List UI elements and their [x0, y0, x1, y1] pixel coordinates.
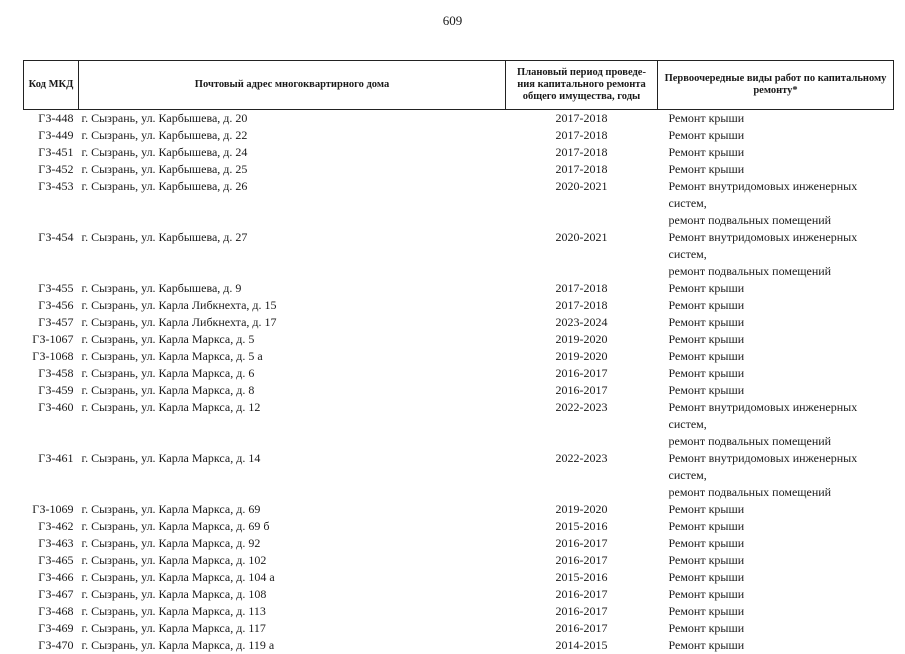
cell-code: ГЗ-455: [24, 280, 79, 297]
cell-period: 2020-2021: [506, 178, 658, 229]
cell-works: [658, 535, 894, 552]
cell-works: [658, 297, 894, 314]
cell-code: ГЗ-448: [24, 110, 79, 128]
cell-works: [658, 229, 894, 280]
cell-period: 2022-2023: [506, 399, 658, 450]
cell-period: 2016-2017: [506, 365, 658, 382]
cell-address: г. Сызрань, ул. Карбышева, д. 24: [79, 144, 506, 161]
cell-period: 2016-2017: [506, 586, 658, 603]
works-line: Ремонт крыши: [669, 110, 894, 127]
cell-code: ГЗ-451: [24, 144, 79, 161]
works-line: Ремонт крыши: [669, 297, 894, 314]
cell-address: г. Сызрань, ул. Карла Маркса, д. 108: [79, 586, 506, 603]
cell-address: г. Сызрань, ул. Карла Маркса, д. 119 а: [79, 637, 506, 654]
table-row: [24, 586, 894, 603]
table-row: [24, 450, 894, 501]
cell-address: г. Сызрань, ул. Карбышева, д. 22: [79, 127, 506, 144]
cell-period: 2016-2017: [506, 603, 658, 620]
cell-address: г. Сызрань, ул. Карбышева, д. 27: [79, 229, 506, 280]
works-line: ремонт подвальных помещений: [669, 212, 894, 229]
cell-works: [658, 127, 894, 144]
cell-address: г. Сызрань, ул. Карла Либкнехта, д. 17: [79, 314, 506, 331]
cell-works: [658, 450, 894, 501]
works-line: Ремонт крыши: [669, 127, 894, 144]
cell-address: г. Сызрань, ул. Карла Либкнехта, д. 15: [79, 297, 506, 314]
header-address: Почтовый адрес многоквартирного дома: [79, 61, 506, 110]
cell-period: 2020-2021: [506, 229, 658, 280]
cell-works: [658, 552, 894, 569]
works-line: Ремонт крыши: [669, 603, 894, 620]
cell-address: г. Сызрань, ул. Карбышева, д. 25: [79, 161, 506, 178]
works-line: Ремонт крыши: [669, 280, 894, 297]
cell-period: 2017-2018: [506, 110, 658, 128]
cell-code: ГЗ-467: [24, 586, 79, 603]
cell-period: 2016-2017: [506, 382, 658, 399]
cell-address: г. Сызрань, ул. Карла Маркса, д. 113: [79, 603, 506, 620]
works-line: Ремонт крыши: [669, 535, 894, 552]
works-line: ремонт подвальных помещений: [669, 433, 894, 450]
cell-code: ГЗ-468: [24, 603, 79, 620]
works-line: Ремонт крыши: [669, 348, 894, 365]
page-number: 609: [0, 13, 905, 29]
cell-code: ГЗ-463: [24, 535, 79, 552]
cell-works: [658, 110, 894, 128]
cell-period: 2023-2024: [506, 314, 658, 331]
table-row: [24, 603, 894, 620]
works-line: Ремонт крыши: [669, 161, 894, 178]
cell-period: 2017-2018: [506, 161, 658, 178]
cell-period: 2017-2018: [506, 280, 658, 297]
cell-code: ГЗ-458: [24, 365, 79, 382]
works-line: Ремонт крыши: [669, 314, 894, 331]
table-row: [24, 331, 894, 348]
works-line: Ремонт крыши: [669, 382, 894, 399]
cell-code: ГЗ-1069: [24, 501, 79, 518]
cell-works: [658, 399, 894, 450]
works-line: ремонт подвальных помещений: [669, 263, 894, 280]
works-line: Ремонт внутридомовых инженерных систем,: [669, 450, 894, 484]
cell-period: 2016-2017: [506, 552, 658, 569]
cell-works: [658, 603, 894, 620]
cell-works: [658, 178, 894, 229]
cell-works: [658, 586, 894, 603]
cell-works: [658, 365, 894, 382]
cell-code: ГЗ-465: [24, 552, 79, 569]
table-row: [24, 569, 894, 586]
capital-repair-table: [23, 60, 894, 654]
works-line: Ремонт крыши: [669, 569, 894, 586]
cell-works: [658, 501, 894, 518]
works-line: Ремонт внутридомовых инженерных систем,: [669, 178, 894, 212]
cell-works: [658, 569, 894, 586]
cell-works: [658, 161, 894, 178]
works-line: Ремонт крыши: [669, 331, 894, 348]
cell-period: 2015-2016: [506, 569, 658, 586]
works-line: Ремонт крыши: [669, 144, 894, 161]
cell-period: 2019-2020: [506, 501, 658, 518]
cell-works: [658, 620, 894, 637]
cell-code: ГЗ-449: [24, 127, 79, 144]
header-code: Код МКД: [24, 61, 79, 110]
cell-period: 2016-2017: [506, 620, 658, 637]
cell-address: г. Сызрань, ул. Карла Маркса, д. 12: [79, 399, 506, 450]
cell-period: 2017-2018: [506, 297, 658, 314]
cell-code: ГЗ-469: [24, 620, 79, 637]
cell-address: г. Сызрань, ул. Карла Маркса, д. 102: [79, 552, 506, 569]
works-line: Ремонт крыши: [669, 518, 894, 535]
table-row: [24, 144, 894, 161]
table-row: [24, 178, 894, 229]
header-period: Плановый период проведе-ния капитального ремонта общего имущества, годы: [506, 61, 658, 110]
cell-address: г. Сызрань, ул. Карла Маркса, д. 117: [79, 620, 506, 637]
works-line: Ремонт крыши: [669, 586, 894, 603]
cell-works: [658, 314, 894, 331]
header-works: Первоочередные виды работ по капитальному ремонту*: [658, 61, 894, 110]
table-row: [24, 297, 894, 314]
cell-code: ГЗ-459: [24, 382, 79, 399]
cell-code: ГЗ-454: [24, 229, 79, 280]
cell-address: г. Сызрань, ул. Карла Маркса, д. 92: [79, 535, 506, 552]
cell-period: 2016-2017: [506, 535, 658, 552]
cell-code: ГЗ-1067: [24, 331, 79, 348]
cell-code: ГЗ-461: [24, 450, 79, 501]
cell-works: [658, 382, 894, 399]
cell-code: ГЗ-460: [24, 399, 79, 450]
cell-address: г. Сызрань, ул. Карла Маркса, д. 8: [79, 382, 506, 399]
cell-address: г. Сызрань, ул. Карла Маркса, д. 69 б: [79, 518, 506, 535]
works-line: Ремонт крыши: [669, 637, 894, 654]
cell-period: 2019-2020: [506, 331, 658, 348]
cell-period: 2015-2016: [506, 518, 658, 535]
table-row: [24, 382, 894, 399]
cell-code: ГЗ-470: [24, 637, 79, 654]
cell-works: [658, 348, 894, 365]
table-row: [24, 280, 894, 297]
cell-address: г. Сызрань, ул. Карла Маркса, д. 14: [79, 450, 506, 501]
cell-code: ГЗ-456: [24, 297, 79, 314]
table-row: [24, 314, 894, 331]
cell-code: ГЗ-452: [24, 161, 79, 178]
cell-period: 2022-2023: [506, 450, 658, 501]
cell-address: г. Сызрань, ул. Карла Маркса, д. 5: [79, 331, 506, 348]
cell-code: ГЗ-453: [24, 178, 79, 229]
table-row: [24, 365, 894, 382]
works-line: Ремонт внутридомовых инженерных систем,: [669, 229, 894, 263]
cell-period: 2019-2020: [506, 348, 658, 365]
cell-period: 2017-2018: [506, 127, 658, 144]
table-row: [24, 552, 894, 569]
table-row: [24, 127, 894, 144]
cell-period: 2017-2018: [506, 144, 658, 161]
cell-code: ГЗ-457: [24, 314, 79, 331]
cell-period: 2014-2015: [506, 637, 658, 654]
table-row: [24, 518, 894, 535]
cell-address: г. Сызрань, ул. Карла Маркса, д. 104 а: [79, 569, 506, 586]
table-row: [24, 110, 894, 128]
cell-works: [658, 144, 894, 161]
table-row: [24, 620, 894, 637]
table-row: [24, 501, 894, 518]
table-row: [24, 229, 894, 280]
works-line: Ремонт крыши: [669, 552, 894, 569]
cell-works: [658, 280, 894, 297]
cell-address: г. Сызрань, ул. Карла Маркса, д. 6: [79, 365, 506, 382]
cell-address: г. Сызрань, ул. Карбышева, д. 9: [79, 280, 506, 297]
works-line: Ремонт крыши: [669, 620, 894, 637]
cell-address: г. Сызрань, ул. Карбышева, д. 26: [79, 178, 506, 229]
table-row: [24, 348, 894, 365]
table-header-row: [24, 61, 894, 110]
cell-address: г. Сызрань, ул. Карбышева, д. 20: [79, 110, 506, 128]
cell-address: г. Сызрань, ул. Карла Маркса, д. 5 а: [79, 348, 506, 365]
table-body: [24, 110, 894, 654]
works-line: Ремонт крыши: [669, 365, 894, 382]
cell-works: [658, 518, 894, 535]
works-line: Ремонт крыши: [669, 501, 894, 518]
cell-code: ГЗ-1068: [24, 348, 79, 365]
table-row: [24, 535, 894, 552]
works-line: Ремонт внутридомовых инженерных систем,: [669, 399, 894, 433]
cell-code: ГЗ-466: [24, 569, 79, 586]
table-row: [24, 161, 894, 178]
cell-address: г. Сызрань, ул. Карла Маркса, д. 69: [79, 501, 506, 518]
cell-works: [658, 331, 894, 348]
table-row: [24, 399, 894, 450]
cell-code: ГЗ-462: [24, 518, 79, 535]
works-line: ремонт подвальных помещений: [669, 484, 894, 501]
